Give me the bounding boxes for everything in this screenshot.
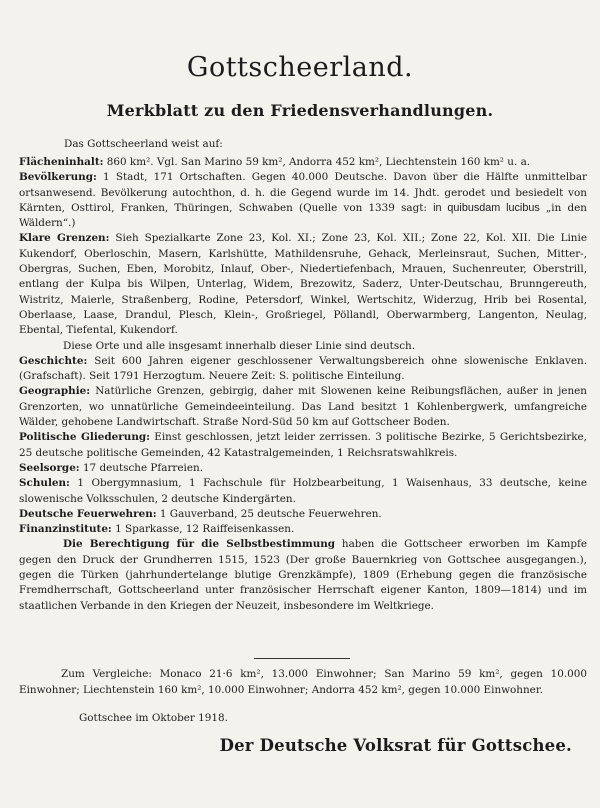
section-text: 1 Stadt, 171 Ortschaften. Gegen 40.000 Deutsche. Davon über die Hälfte unmittelbar ortsanwesend. Bevölkerung autochthon, d. h. die Gegend wurde im 14. Jhdt. gerodet und besiedelt von Kärnten, Osttirol, Franken, Thüringen, Schwaben (Quelle von 1339 sagt: [19, 171, 587, 214]
section-head: Deutsche Feuerwehren: [19, 507, 157, 520]
section-text: Seit 600 Jahren eigener geschlossener Verwaltungsbereich ohne slowenische Enklaven. (Grafschaft). Seit 1791 Herzogtum. Neuere Zeit: S. politische Einteilung. [19, 354, 587, 383]
section-text: 1 Obergymnasium, 1 Fachschule für Holzbearbeitung, 1 Waisenhaus, 33 deutsche, keine slowenische Volksschulen, 2 deutsche Kindergärten. [19, 477, 587, 505]
section-text: Sieh Spezialkarte Zone 23, Kol. XI.; Zone 23, Kol. XII.; Zone 22, Kol. XII. Die Linie Kukendorf, Oberloschin, Masern, Karlshütte, Mathildensruhe, Gehack, Merleinsraut, Suchen, Mitter-, Obergras, Suchen, Eben, Morobitz, Inlauf, Ober-, Niedertiefenbach, Mrauen, Suchenreuter, Oberstrill, entlang der Kulpa bis Wilpen, Unterlag, Widem, Brezowitz, Saderz, Unter-Deutschau, Brunngereuth, Wistritz, Maierle, Straßenberg, Rodine, Petersdorf, Winkel, Wertschitz, Widerzug, Hrib bei Rosental, Oberlaase, Laase, Drandul, Plesch, Klein-, Großriegel, Pöllandl, Oberwarmberg, Langenton, Neulag, Ebental, Tiefental, Kukendorf. [19, 232, 587, 337]
section-text: 1 Gauverband, 25 deutsche Feuerwehren. [156, 507, 382, 520]
section-geschichte [19, 354, 587, 385]
section-text-tail: „in den Wäldern“.) [19, 201, 587, 230]
section-text: haben die Gottscheer erworben im Kampfe gegen den Druck der Grundherren 1515, 1523 (Der große Bauernkrieg von Gottschee ausgegangen.), gegen die Türken (jahrhundertelange blutige Grenzkämpfe), 1809 (Erhebung gegen die französische Fremdherrschaft, Gottscheerland unter französischer Herrschaft eigener Kanton, 1809—1814) und im staatlichen Verbande in den Kriegen der Neuzeit, insbesondere im Weltkriege. [19, 538, 587, 612]
latin-quote: in quibusdam lucibus [433, 201, 540, 214]
section-head: Bevölkerung: [19, 171, 97, 184]
section-head: Finanzinstitute: [19, 523, 112, 536]
section-politik [19, 430, 587, 461]
section-head: Geschichte: [19, 354, 88, 367]
section-text: 860 km². Vgl. San Marino 59 km², Andorra 452 km², Liechtenstein 160 km² u. a. [103, 156, 531, 168]
section-text: Einst geschlossen, jetzt leider zerrissen. 3 politische Bezirke, 5 Gerichtsbezirke, 25 deutsche politische Gemeinden, 42 Katastralgemeinden, 1 Reichsratswahlkreis. [19, 431, 587, 459]
comparison-block [19, 667, 587, 698]
section-head: Klare Grenzen: [19, 232, 110, 245]
place-date: Gottschee im Oktober 1918. [79, 712, 228, 724]
section-feuerwehren [19, 507, 587, 522]
section-finanz [19, 522, 587, 537]
section-seelsorge [19, 461, 587, 476]
section-orte: Diese Orte und alle insgesamt innerhalb dieser Linie sind deutsch. [63, 339, 416, 352]
section-geographie [19, 384, 587, 430]
separator-rule [254, 658, 350, 659]
section-head: Seelsorge: [19, 461, 80, 474]
section-bevoelkerung [19, 170, 587, 231]
comparison-text: Zum Vergleiche: Monaco 21·6 km², 13.000 Einwohner; San Marino 59 km², gegen 10.000 Einwohner; Liechtenstein 160 km², 10.000 Einwohner; Andorra 452 km², gegen 10.000 Einwohner. [19, 668, 587, 696]
section-text: 17 deutsche Pfarreien. [79, 461, 204, 474]
section-head: Politische Gliederung: [19, 431, 150, 444]
section-flaeche [19, 155, 587, 170]
intro-line: Das Gottscheerland weist auf: [64, 138, 223, 150]
section-head: Flächeninhalt: [19, 156, 104, 168]
page-title: Gottscheerland. [186, 52, 414, 83]
section-text: 1 Sparkasse, 12 Raiffeisenkassen. [111, 523, 295, 536]
page-subtitle: Merkblatt zu den Friedensverhandlungen. [106, 101, 494, 120]
section-berechtigung [19, 537, 587, 613]
section-text: Natürliche Grenzen, gebirgig, daher mit Slowenen keine Reibungsflächen, außer in jenen Grenzorten, wo unnatürliche Gemeindeeinteilung. Das Land besitzt 1 Kohlenbergwerk, umfangreiche Wälder, gehobene Landwirtschaft. Straße Nord-Süd 50 km auf Gottscheer Boden. [19, 385, 587, 429]
section-head: Die Berechtigung für die Selbstbestimmung [63, 538, 336, 551]
document-body [19, 155, 587, 614]
signature: Der Deutsche Volksrat für Gottschee. [219, 736, 572, 755]
section-head: Geographie: [19, 385, 91, 398]
section-head: Schulen: [19, 477, 70, 490]
section-grenzen [19, 231, 587, 338]
section-schulen [19, 476, 587, 507]
